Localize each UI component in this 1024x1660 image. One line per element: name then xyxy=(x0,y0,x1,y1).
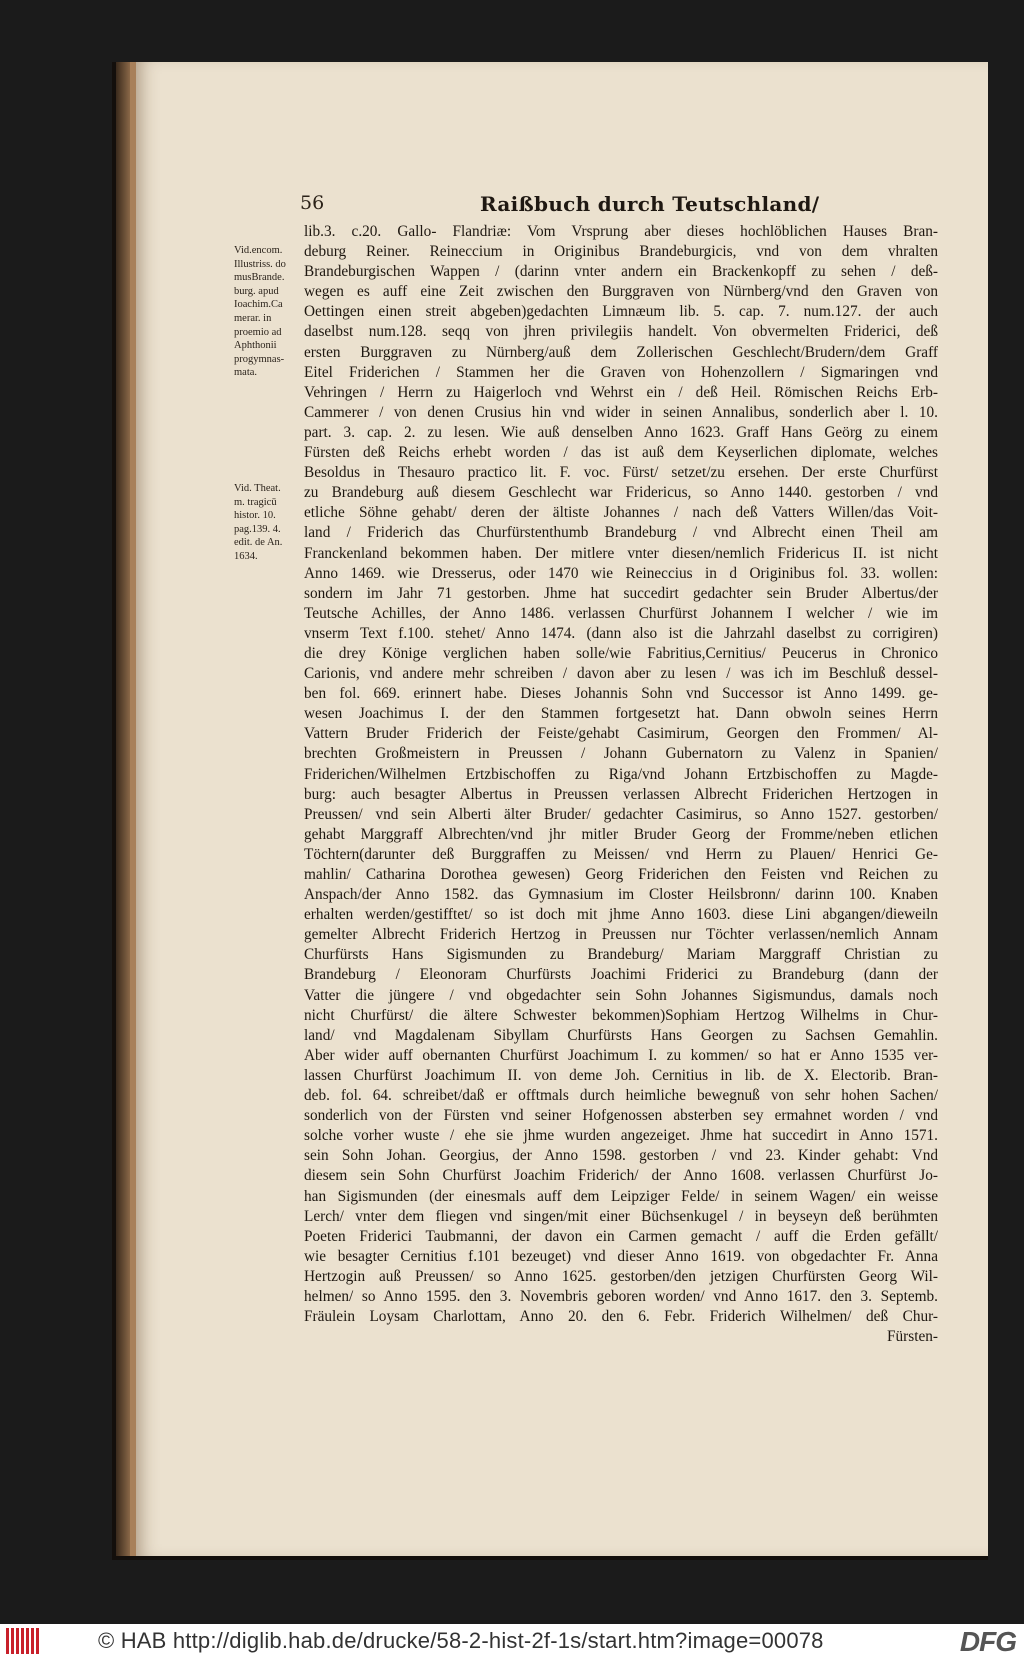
text-line: wesen Joachimus I. der den Stammen fortgesetzt hat. Dann obwoln seines Herrn xyxy=(304,705,938,723)
text-line: gehabt Marggraff Albrechten/vnd jhr mitler Bruder Georg der Fromme/neben etlichen xyxy=(304,825,938,843)
page-number: 56 xyxy=(300,192,325,214)
margin-note-line: burg. apud xyxy=(234,285,279,297)
text-line: deb. fol. 64. schreibet/daß er offtmals durch heimliche bewegnuß von sehr hohen Sachen/ xyxy=(304,1087,938,1105)
text-line: sein Sohn Johan. Georgius, der Anno 1598. gestorben / vnd 23. Kinder gehabt: Vnd xyxy=(304,1147,938,1165)
text-line: Hertzogin auß Preussen/ so Anno 1625. gestorben/den jetzigen Churfürsten Georg Wil- xyxy=(304,1267,938,1285)
text-line: Anspach/der Anno 1582. das Gymnasium im Closter Heilsbronn/ darinn 100. Knaben xyxy=(304,886,938,904)
text-line: solche vorher wuste / ehe sie jhme wurden angezeiget. Jhme hat succedirt in Anno 1571. xyxy=(304,1127,938,1145)
text-line: diesem sein Sohn Churfürst Joachim Friderich/ der Anno 1608. verlassen Churfürst Jo- xyxy=(304,1167,938,1185)
margin-note-line: Vid. Theat. xyxy=(234,483,281,494)
margin-note-line: proemio ad xyxy=(234,326,282,338)
margin-note-line: edit. de An. xyxy=(234,537,283,549)
text-line: Brandeburgischen Wappen / (darinn vnter andern ein Brackenkopff zu sehen / deß- xyxy=(304,263,938,281)
text-line: Fürsten- xyxy=(887,1328,938,1346)
margin-note-line: 1634. xyxy=(234,550,258,562)
text-line: nicht Churfürst/ die ältere Schwester bekommen)Sophiam Hertzog Wilhelms in Chur- xyxy=(304,1006,938,1024)
text-line: lassen Churfürst Joachimum II. von deme Joh. Cernitius in lib. de X. Electorib. Bran- xyxy=(304,1066,938,1084)
dfg-logo: DFG xyxy=(959,1626,1016,1657)
text-line: Franckenland bekommen haben. Der mitlere vnter diesen/nemlich Fridericus II. ist nicht xyxy=(304,544,938,562)
margin-note-line: histor. 10. xyxy=(234,510,276,522)
text-line: part. 3. cap. 2. zu lesen. Wie auß denselben Anno 1623. Graff Hans Geörg zu einem xyxy=(304,423,938,441)
text-line: zu Brandeburg auß diesem Geschlecht war Fridericus, so Anno 1440. gestorben / vnd xyxy=(304,484,938,502)
text-line: sondern im Jahr 71 gestorben. Jhme hat succedirt gedachter sein Bruder Albertus/der xyxy=(304,584,938,602)
margin-note-line: merar. in xyxy=(234,312,272,324)
text-line: Preussen/ vnd sein Alberti älter Bruder/ gedachter Casimirus, so Anno 1527. gestorben/ xyxy=(304,805,938,823)
text-line: Fürsten deß Reichs erhebt worden / das ist auß dem Keyserlichen diplomate, welches xyxy=(304,444,938,462)
text-line: Vatter die jüngere / vnd obgedachter sein Sohn Johannes Sigismundus, damals noch xyxy=(304,986,938,1004)
text-line: Carionis, vnd andere mehr schreiben / davon aber zu lesen / was ich im Beschluß dessel- xyxy=(304,665,938,683)
text-line: land / Friderich das Churfürstenthumb Brandeburg / vnd Albrecht einen Theil am xyxy=(304,524,938,542)
margin-note-line: Vid.encom. xyxy=(234,245,283,256)
text-line: Friderichen/Wilhelmen Ertzbischoffen zu Riga/vnd Johann Ertzbischoffen zu Magde- xyxy=(304,765,938,783)
margin-note-line: pag.139. 4. xyxy=(234,523,281,535)
text-line: ben fol. 669. erinnert habe. Dieses Johannis Sohn vnd Successor ist Anno 1499. ge- xyxy=(304,685,938,703)
margin-note-2 xyxy=(234,482,306,564)
text-line: gemelter Albrecht Friderich Hertzog in Preussen nur Töchter verlassen/nemlich Annam xyxy=(304,926,938,944)
text-line: brechten Großmeistern in Preussen / Johann Gubernatorn zu Valenz in Spanien/ xyxy=(304,745,938,763)
text-line: etliche Söhne gehabt/ deren der ältiste Johannes / nach deß Vatters Willen/das Voit- xyxy=(304,504,938,522)
text-line: Fräulein Loysam Charlottam, Anno 20. den 6. Febr. Friderich Wilhelmen/ deß Chur- xyxy=(304,1308,938,1326)
footer-link[interactable]: © HAB http://diglib.hab.de/drucke/58-2-hist-2f-1s/start.htm?image=00078 xyxy=(98,1628,824,1653)
running-title: Raißbuch durch Teutschland/ xyxy=(480,192,820,216)
text-line: Aber wider auff obernanten Churfürst Joachimum I. zu kommen/ so hat er Anno 1535 ver- xyxy=(304,1046,938,1064)
text-line: Töchtern(darunter deß Burggraffen zu Meissen/ vnd Herrn zu Plauen/ Henrici Ge- xyxy=(304,845,938,863)
margin-note-line: Ioachim.Ca xyxy=(234,299,283,311)
text-line: Brandeburg / Eleonoram Churfürsts Joachimi Friderici zu Brandeburg (dann der xyxy=(304,966,938,984)
text-line: land/ vnd Magdalenam Sibyllam Churfürsts Hans Georgen zu Sachsen Gemahlin. xyxy=(304,1026,938,1044)
text-line: Oettingen einen streit abgeben)gedachten Limnæum lib. 5. cap. 7. num.127. der auch xyxy=(304,303,938,321)
text-line: Anno 1469. wie Dresserus, oder 1470 wie Reineccius in d Originibus fol. 33. wollen: xyxy=(304,564,938,582)
text-line: die drey Könige verglichen haben solle/wie Fabritius,Cernitius/ Peucerus in Chronico xyxy=(304,644,938,662)
page-edge xyxy=(116,62,130,1556)
footer-bar xyxy=(0,1624,1024,1660)
text-line: burg: auch besagter Albertus in Preussen verlassen Albrecht Friderichen Hertzogen in xyxy=(304,785,938,803)
margin-note-line: progymnas- xyxy=(234,353,285,365)
margin-note-line: m. tragicū xyxy=(234,496,277,508)
margin-note-1 xyxy=(234,244,306,380)
margin-note-line: mata. xyxy=(234,367,258,379)
text-line: Eitel Friderichen / Stammen her die Graven von Hohenzollern / Sigmaringen vnd xyxy=(304,363,938,381)
text-line: wegen es auff eine Zeit zwischen den Burggraven von Nürnberg/vnd den Graven von xyxy=(304,283,938,301)
text-line: Besoldus in Thesauro practico lit. F. voc. Fürst/ setzet/zu ersehen. Der erste Churfürst xyxy=(304,464,938,482)
text-line: lib.3. c.20. Gallo- Flandriæ: Vom Vrsprung aber dieses hochlöblichen Hauses Bran- xyxy=(304,223,938,240)
margin-note-line: Aphthonii xyxy=(234,340,277,352)
text-line: deburg Reiner. Reineccium in Originibus Brandeburgicis, vnd von dem vhralten xyxy=(304,243,938,261)
text-line: helmen/ so Anno 1595. den 3. Novembris geboren worden/ vnd Anno 1617. den 3. Septemb. xyxy=(304,1287,938,1305)
text-line: Lerch/ vnter dem fliegen vnd singen/mit einer Büchsenkugel / in beyseyn deß berühmten xyxy=(304,1207,938,1225)
body-text xyxy=(304,222,938,1347)
text-line: Poeten Friderici Taubmanni, der davon ein Carmen gemacht / auff die Erden gefällt/ xyxy=(304,1227,938,1245)
text-line: Cammerer / von denen Crusius hin vnd wider in seinen Annalibus, sonderlich aber l. 10. xyxy=(304,403,938,421)
text-line: daselbst num.128. seqq von jhren privilegiis handelt. Von obvermelten Friderici, deß xyxy=(304,323,938,341)
text-line: Churfürsts Hans Sigismunden zu Brandeburg/ Mariam Marggraff Christian zu xyxy=(304,946,938,964)
page-header xyxy=(300,192,940,222)
text-line: vnserm Text f.100. stehet/ Anno 1474. (dann also ist die Jahrzahl daselbst zu corrigiren) xyxy=(304,624,938,642)
margin-note-line: musBrande. xyxy=(234,272,285,284)
text-line: sonderlich von der Fürsten vnd seiner Hofgenossen absterben sey ermahnet worden / vnd xyxy=(304,1107,938,1125)
text-line: Teutsche Achilles, der Anno 1486. verlassen Churfürst Johannem I welcher / wie im xyxy=(304,604,938,622)
text-line: Vehringen / Herrn zu Haigerloch vnd Wehrst ein / deß Heil. Römischen Reichs Erb- xyxy=(304,383,938,401)
text-line: han Sigismunden (der einesmals auff dem Leipziger Felde/ in seinem Wagen/ ein weisse xyxy=(304,1187,938,1205)
text-line: Vattern Bruder Friderich der Feiste/gehabt Casimirum, Georgen den Frommen/ Al- xyxy=(304,725,938,743)
text-line: wie besagter Cernitius f.101 bezeuget) vnd dieser Anno 1619. von obgedachter Fr. Anna xyxy=(304,1247,938,1265)
text-line: erhalten werden/gestifftet/ so ist doch mit jhme Anno 1603. diese Lini abgangen/dieweiln xyxy=(304,906,938,924)
margin-note-line: Illustriss. do xyxy=(234,258,286,270)
text-line: mahlin/ Catharina Dorothea gewesen) Georg Friderichen den Feisten vnd Reichen zu xyxy=(304,866,938,883)
text-line: ersten Burggraven zu Nürnberg/auß dem Zollerischen Geschlecht/Brudern/dem Graff xyxy=(304,343,938,361)
hab-logo-icon xyxy=(6,1628,46,1656)
